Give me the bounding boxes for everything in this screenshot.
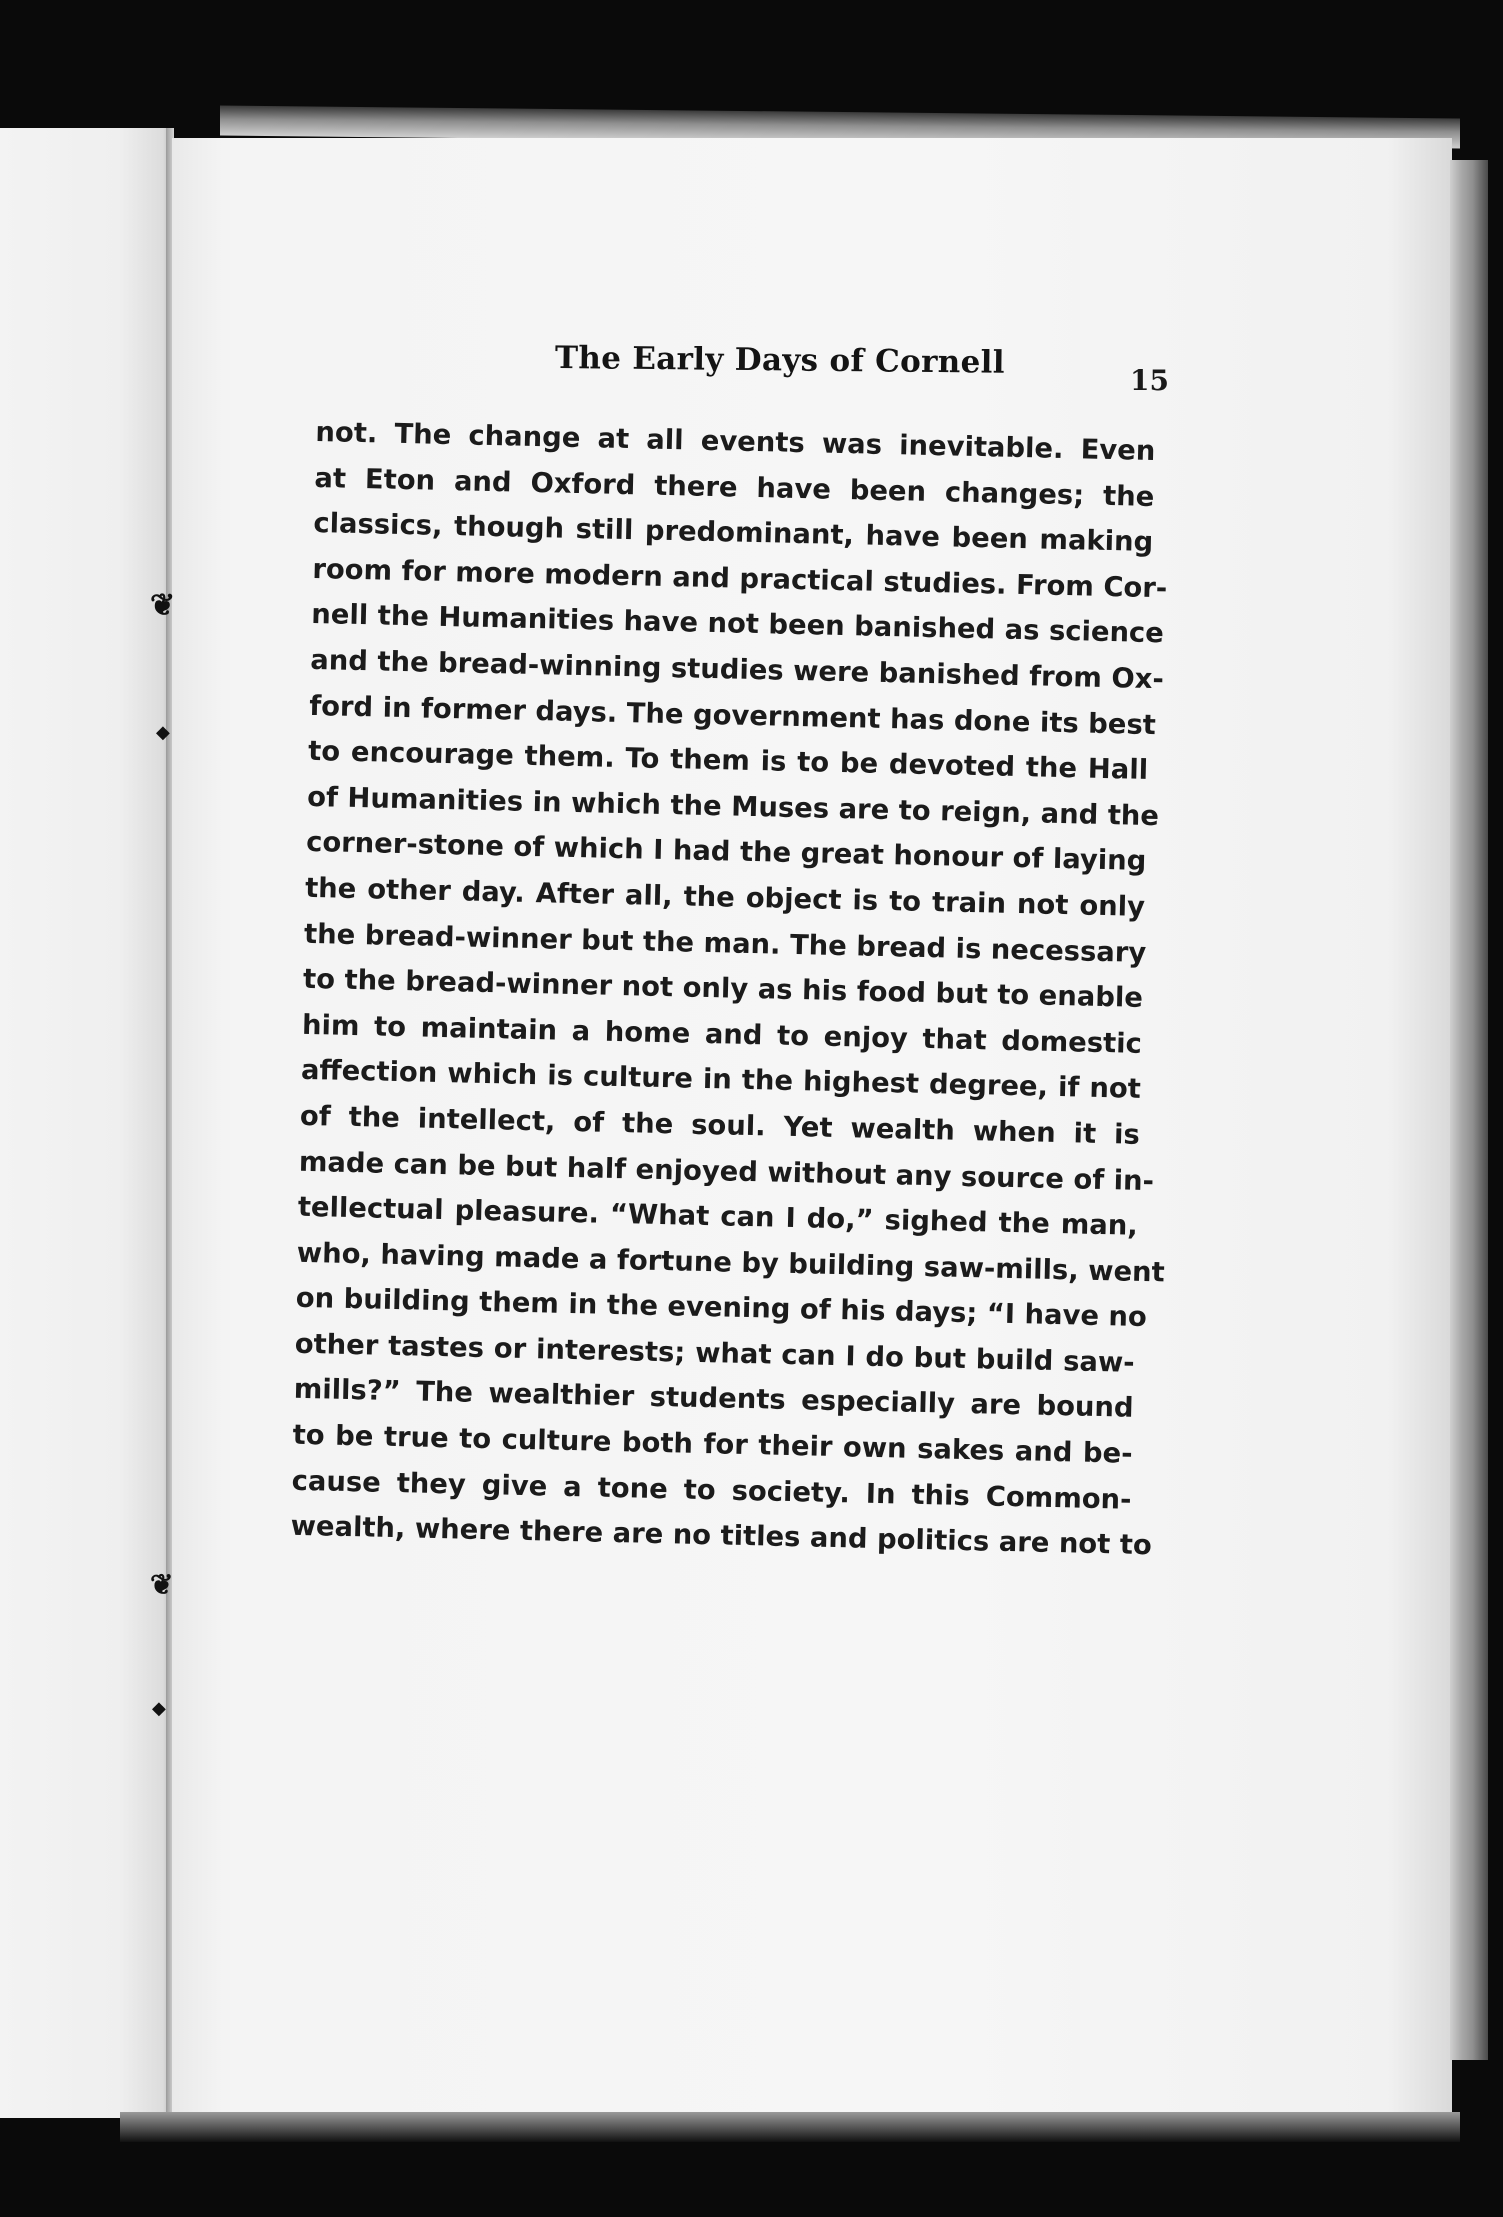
text-line: of the intellect, of the soul. Yet wealth when it is (299, 1100, 1141, 1151)
body-text (290, 410, 1168, 1569)
text-line: made can be but half enjoyed without any source of in- (298, 1146, 1155, 1197)
text-line: other tastes or interests; what can I do but build saw- (294, 1328, 1135, 1379)
text-line: the bread-winner but the man. The bread is necessary (303, 918, 1147, 969)
running-header: The Early Days of Cornell (554, 340, 1005, 381)
text-line: of Humanities in which the Muses are to reign, and the (306, 781, 1160, 832)
margin-bleed-mark: ❦ (150, 1568, 174, 1601)
text-line: and the bread-winning studies were banished from Ox- (309, 644, 1165, 696)
text-line: on building them in the evening of his days; “I have no (295, 1283, 1148, 1334)
text-line: at Eton and Oxford there have been changes; the (314, 462, 1155, 513)
text-line: to be true to culture both for their own sakes and be- (292, 1419, 1133, 1470)
text-line: classics, though still predominant, have been making (313, 508, 1154, 559)
page-bottom-edge (120, 2112, 1460, 2142)
text-line: to the bread-winner not only as his food but to enable (302, 963, 1144, 1015)
text-line: cause they give a tone to society. In this Common- (291, 1465, 1132, 1516)
page-fore-edge (1450, 160, 1488, 2060)
text-line: not. The change at all events was inevitable. Even (315, 416, 1156, 468)
text-line: affection which is culture in the highest degree, if not (300, 1055, 1142, 1106)
text-line: nell the Humanities have not been banished as science (311, 599, 1165, 650)
text-line: who, having made a fortune by building saw-mills, went (296, 1237, 1166, 1289)
text-line: room for more modern and practical studies. From Cor- (312, 553, 1168, 605)
margin-bleed-mark: ◆ (156, 722, 170, 743)
text-line: tellectual pleasure. “What can I do,” sighed the man, (297, 1191, 1139, 1242)
text-line: corner-stone of which I had the great honour of laying (305, 827, 1147, 878)
text-line: wealth, where there are no titles and politics are not to (290, 1510, 1153, 1562)
margin-bleed-mark: ❦ (150, 588, 176, 623)
text-line: the other day. After all, the object is to train not only (304, 872, 1146, 923)
text-line: mills?” The wealthier students especially are bound (293, 1374, 1134, 1425)
page-number: 15 (1130, 364, 1169, 397)
text-line: ford in former days. The government has done its best (308, 690, 1157, 741)
margin-bleed-mark: ◆ (152, 1698, 166, 1719)
text-line: to encourage them. To them is to be devoted the Hall (307, 736, 1149, 787)
left-page-edge (0, 128, 170, 2118)
text-line: him to maintain a home and to enjoy that domestic (301, 1009, 1143, 1060)
